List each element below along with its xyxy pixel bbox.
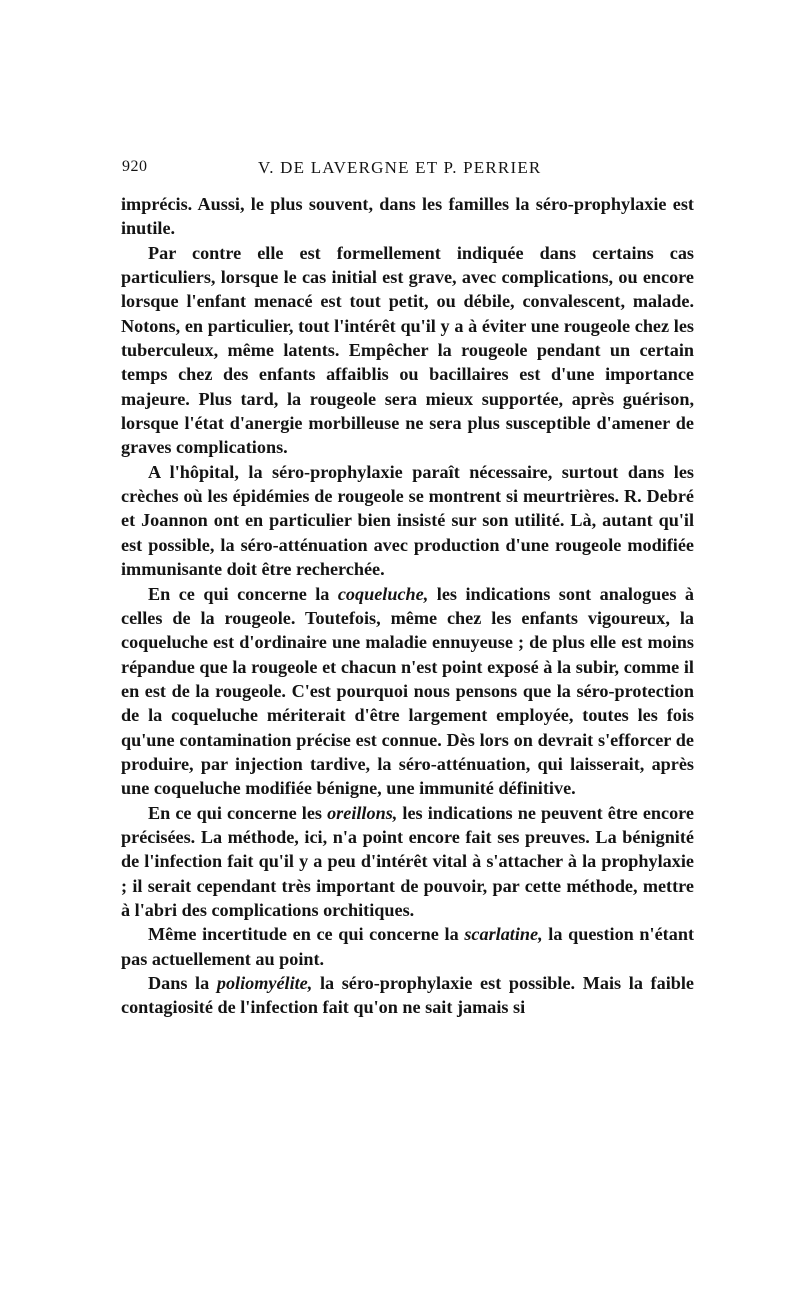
page-number: 920 (122, 158, 148, 175)
text-segment: Même incertitude en ce qui concerne la (148, 924, 465, 945)
text-segment: les indications sont analogues à celles de la rougeole. Toutefois, même chez les enfants vigoureux, la coqueluche est d'ordinaire une maladie ennuyeuse ; de plus elle est moins répandue que la rougeole et chacun n'est point exposé à la subir, comme il en est de la rougeole. C'est pourquoi nous pensons que la séro-protection de la coqueluche mériterait d'être largement employée, toutes les fois qu'une contamination précise est connue. Dès lors on devrait s'efforcer de produire, par injection tardive, la séro-atténuation, qui laisserait, après une coqueluche modifiée bénigne, une immunité définitive. (121, 583, 694, 799)
disease-term-poliomyelite: poliomyélite, (216, 973, 313, 993)
text-segment: En ce qui concerne la (148, 583, 338, 604)
text-segment: En ce qui concerne les (148, 802, 328, 823)
running-head (120, 158, 700, 180)
paragraph-oreillons (121, 801, 694, 923)
running-head-title: V. DE LAVERGNE ET P. PERRIER (258, 158, 542, 177)
text-segment: les indications ne peuvent être encore précisées. La méthode, ici, n'a point encore fait ses preuves. La bénignité de l'infection fait qu'il y a peu d'intérêt vital à s'attacher à la prophylaxie ; il serait cependant très important de pouvoir, par cette méthode, mettre à l'abri des complications orchitiques. (121, 802, 694, 920)
text-segment: la séro-prophylaxie est possible. Mais la faible contagiosité de l'infection fait qu'on ne sait jamais si (121, 973, 694, 1018)
disease-term-oreillons: oreillons, (327, 802, 398, 823)
paragraph-indications: Par contre elle est formellement indiquée dans certains cas particuliers, lorsque le cas initial est grave, avec complications, ou encore lorsque l'enfant menacé est tout petit, ou débile, convalescent, malade. Notons, en particulier, tout l'intérêt qu'il y a à éviter une rougeole chez les tuberculeux, même latents. Empêcher la rougeole pendant un certain temps chez des enfants affaiblis ou bacillaires est d'une importance majeure. Plus tard, la rougeole sera mieux supportée, après guérison, lorsque l'état d'anergie morbilleuse ne sera plus susceptible d'amener de graves complications. (121, 242, 694, 458)
text-segment: la question n'étant pas actuellement au point. (121, 924, 694, 969)
paragraph-coqueluche (121, 582, 694, 801)
body-text (121, 192, 694, 1020)
text-segment: Dans la (148, 973, 217, 993)
paragraph-scarlatine (121, 922, 694, 971)
paragraph-poliomyelite (121, 971, 694, 1020)
disease-term-coqueluche: coqueluche, (337, 583, 429, 604)
paragraph-hopital: A l'hôpital, la séro-prophylaxie paraît nécessaire, surtout dans les crèches où les épidémies de rougeole se montrent si meurtrières. R. Debré et Joannon ont en particulier bien insisté sur son utilité. Là, autant qu'il est possible, la séro-atténuation avec production d'une rougeole modifiée immunisante doit être recherchée. (121, 461, 694, 580)
disease-term-scarlatine: scarlatine, (464, 924, 543, 945)
paragraph-continuation: imprécis. Aussi, le plus souvent, dans les familles la séro-prophylaxie est inutile. (121, 194, 694, 239)
